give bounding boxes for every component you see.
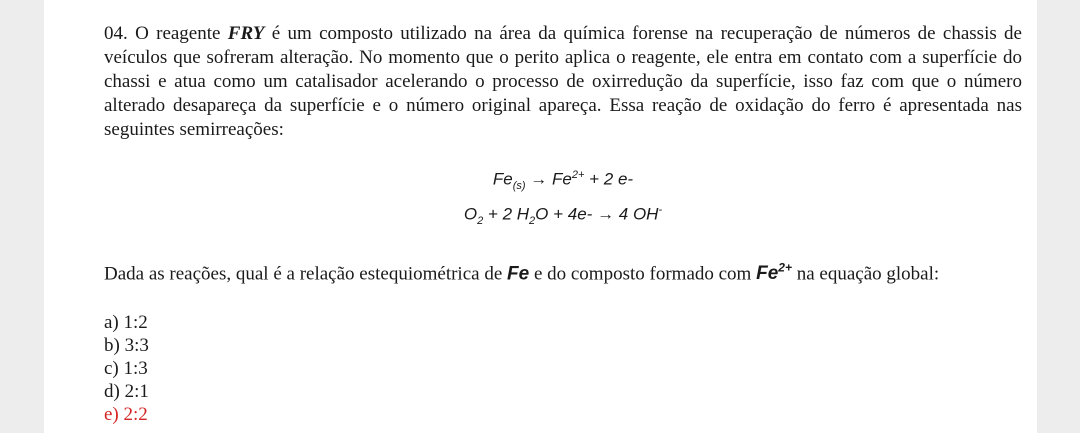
question-number-text: 04. O reagente <box>104 23 228 44</box>
option-e[interactable]: e) 2:2 <box>104 404 148 426</box>
answer-options <box>104 311 1022 426</box>
option-b[interactable]: b) 3:3 <box>104 335 149 357</box>
eq2-oh-charge: - <box>658 204 663 217</box>
eq1-electrons: + 2 e- <box>584 169 634 189</box>
prompt-text-3: na equação global: <box>791 263 940 285</box>
prompt-fe: Fe <box>507 263 530 285</box>
option-a[interactable]: a) 1:2 <box>104 312 148 334</box>
eq1-state: (s) <box>512 180 526 193</box>
eq2-rest: O + 4e- → 4 OH <box>535 204 659 224</box>
document-sheet <box>44 0 1037 433</box>
eq2-o: O <box>463 204 478 224</box>
question-block <box>104 22 1022 426</box>
equation-oxygen-reduction <box>104 198 1022 233</box>
prompt-fe2-charge: 2+ <box>778 261 792 276</box>
prompt-text-1: Dada as reações, qual é a relação estequiométrica de <box>104 263 507 285</box>
eq1-charge: 2+ <box>571 169 585 181</box>
prompt-text-2: e do composto formado com <box>529 263 757 285</box>
equation-iron-oxidation <box>104 163 1022 198</box>
reagent-name: FRY <box>227 23 265 44</box>
eq2-h-sub: 2 <box>529 215 536 228</box>
eq2-water: + 2 H <box>483 204 530 224</box>
eq2-o-sub: 2 <box>477 215 484 228</box>
option-d[interactable]: d) 2:1 <box>104 381 149 403</box>
eq1-arrow-product: → Fe <box>525 169 572 189</box>
option-c[interactable]: c) 1:3 <box>104 358 148 380</box>
half-reactions <box>104 163 1022 233</box>
question-intro-text: é um composto utilizado na área da química forense na recuperação de números de chassis de veículos que sofreram alteração. No momento que o perito aplica o reagente, ele entra em contato com a superfície do chassi e atua como um catalisador acelerando o processo de oxirredução da superfície, isso faz com que o número alterado desapareça da superfície e o número original apareça. Essa reação de oxidação do ferro é apresentada nas seguintes semirreações: <box>104 23 1022 140</box>
prompt-fe2: Fe <box>756 263 779 285</box>
eq1-fe: Fe <box>492 169 513 189</box>
question-intro <box>104 22 1022 142</box>
prompt-fe2-formula <box>756 263 792 284</box>
question-prompt <box>104 257 1022 285</box>
